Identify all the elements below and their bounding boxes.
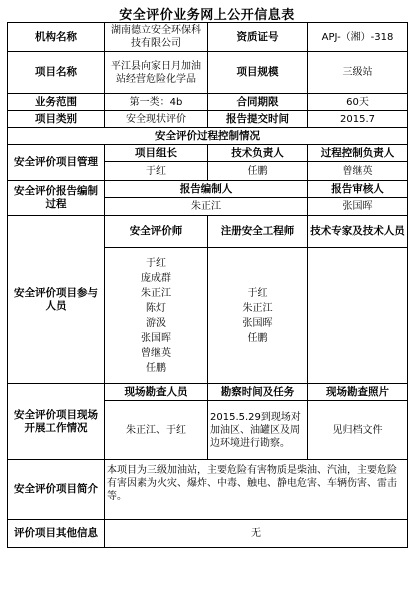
project-label: 项目名称 <box>8 52 105 94</box>
list-item: 任鹏 <box>146 362 166 374</box>
mgmt-label: 安全评价项目管理 <box>8 145 105 181</box>
list-item: 张国晖 <box>141 332 171 344</box>
experts-list <box>308 248 408 384</box>
col-evaluators: 安全评价师 <box>105 216 208 248</box>
period-value: 60天 <box>308 94 408 111</box>
org-label: 机构名称 <box>8 23 105 52</box>
reviewer-value: 张国晖 <box>308 198 408 216</box>
tech-value: 任鹏 <box>208 162 308 181</box>
period-label: 合同期限 <box>208 94 308 111</box>
cert-label: 资质证号 <box>208 23 308 52</box>
scope-value: 第一类：4b <box>105 94 208 111</box>
table-row <box>8 128 408 145</box>
list-item: 陈灯 <box>146 302 166 314</box>
table-row <box>8 384 408 401</box>
list-item: 任鹏 <box>247 332 268 344</box>
scale-label: 项目规模 <box>208 52 308 94</box>
report-label: 安全评价报告编制过程 <box>8 181 105 216</box>
ctrl-value: 曾继英 <box>308 162 408 181</box>
list-item: 游汲 <box>146 317 166 329</box>
col-experts: 技术专家及技术人员 <box>308 216 408 248</box>
staff-value: 朱正江、于红 <box>105 401 208 460</box>
scale-value: 三级站 <box>308 52 408 94</box>
engineers-list <box>208 248 308 384</box>
leader-value: 于红 <box>105 162 208 181</box>
cert-value: APJ-（湘）-318 <box>308 23 408 52</box>
table-row <box>8 52 408 94</box>
col-writer: 报告编制人 <box>105 181 308 198</box>
site-label: 安全评价项目现场开展工作情况 <box>8 384 105 460</box>
col-tech: 技术负责人 <box>208 145 308 162</box>
type-label: 项目类别 <box>8 111 105 128</box>
project-value: 平江县向家日月加油站经营危险化学品 <box>105 52 208 94</box>
info-table <box>7 22 408 548</box>
list-item: 庞成群 <box>141 272 171 284</box>
other-value: 无 <box>105 520 408 548</box>
scope-label: 业务范围 <box>8 94 105 111</box>
list-item: 朱正江 <box>141 287 171 299</box>
participants-label: 安全评价项目参与人员 <box>8 216 105 384</box>
table-row <box>8 94 408 111</box>
col-staff: 现场勘查人员 <box>105 384 208 401</box>
photo-value: 见归档文件 <box>308 401 408 460</box>
org-value: 湖南德立安全环保科技有限公司 <box>105 23 208 52</box>
col-leader: 项目组长 <box>105 145 208 162</box>
table-row <box>8 111 408 128</box>
other-label: 评价项目其他信息 <box>8 520 105 548</box>
col-reviewer: 报告审核人 <box>308 181 408 198</box>
submit-label: 报告提交时间 <box>208 111 308 128</box>
list-item: 曾继英 <box>141 347 171 359</box>
time-value: 2015.5.29到现场对加油区、油罐区及周边环境进行勘察。 <box>208 401 308 460</box>
summary-label: 安全评价项目简介 <box>8 460 105 520</box>
table-row <box>8 520 408 548</box>
summary-text: 本项目为三级加油站，主要危险有害物质是柴油、汽油，主要危险有害因素为火灾、爆炸、中毒、触电、静电危害、车辆伤害、雷击等。 <box>105 460 408 520</box>
page-title: 安全评价业务网上公开信息表 <box>119 8 295 23</box>
list-item: 张国晖 <box>242 317 273 329</box>
table-row <box>8 145 408 162</box>
process-header: 安全评价过程控制情况 <box>8 128 408 145</box>
table-row <box>8 460 408 520</box>
table-row <box>8 181 408 198</box>
list-item: 于红 <box>247 287 268 299</box>
col-engineers: 注册安全工程师 <box>208 216 308 248</box>
col-ctrl: 过程控制负责人 <box>308 145 408 162</box>
col-photo: 现场勘查照片 <box>308 384 408 401</box>
type-value: 安全现状评价 <box>105 111 208 128</box>
submit-value: 2015.7 <box>308 111 408 128</box>
table-row <box>8 216 408 248</box>
list-item: 朱正江 <box>242 302 273 314</box>
list-item: 于红 <box>146 257 166 269</box>
col-time: 勘察时间及任务 <box>208 384 308 401</box>
writer-value: 朱正江 <box>105 198 308 216</box>
evaluators-list <box>105 248 208 384</box>
table-row <box>8 23 408 52</box>
